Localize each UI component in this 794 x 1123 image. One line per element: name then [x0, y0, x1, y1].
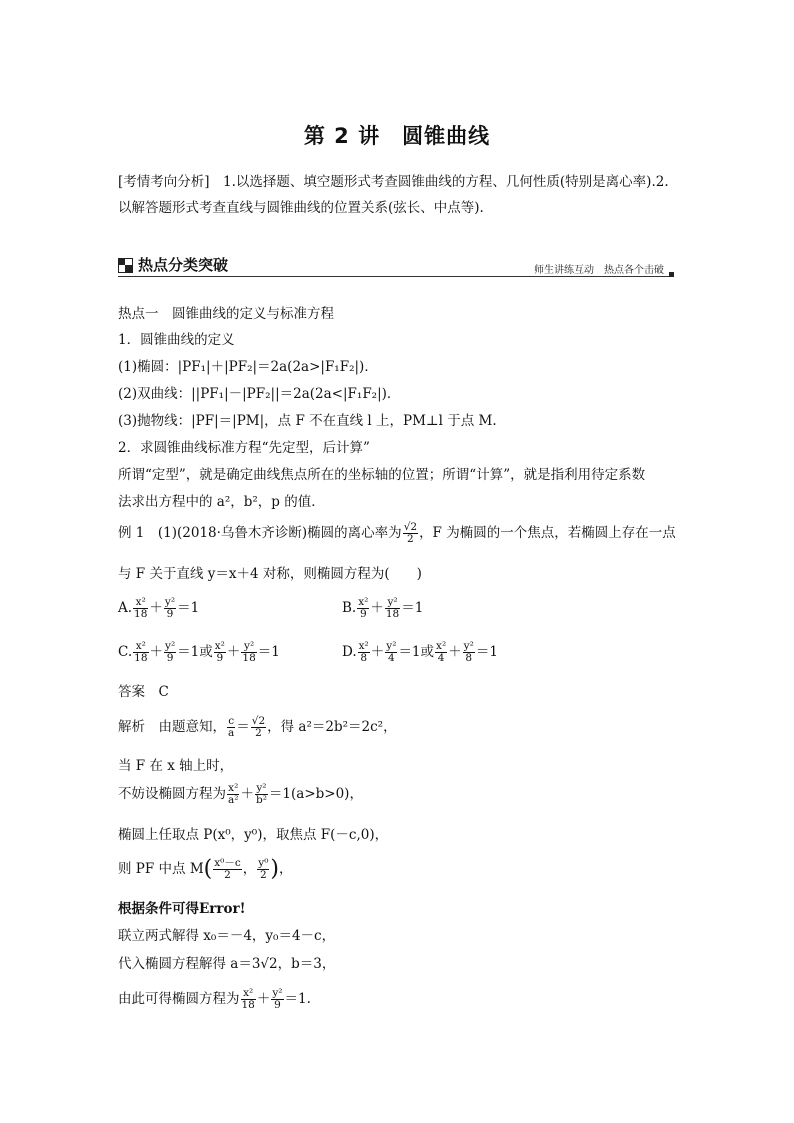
option-d: D. $\frac{\text{x²}}{8}$ ＋ $\frac{\text{y²}}{4}$ ＝1或 $\frac{\text{x²}}{4}$ ＋ $\frac{\text{y²}}{8}$ ＝1: [342, 640, 498, 664]
solution-line-6: 根据条件可得Error!: [118, 901, 246, 917]
solution-line-8: 代入椭圆方程解得 a＝3√2，b＝3，: [118, 956, 336, 972]
solution-line-3: 不妨设椭圆方程为 $\frac{\text{x²}}{\text{a²}}$ ＋ $\frac{\text{y²}}{\text{b²}}$ ＝1(a>b>0)，: [118, 782, 363, 806]
hot1-heading: 热点一 圆锥曲线的定义与标准方程: [118, 306, 334, 322]
solution-line-4: 椭圆上任取点 P(x⁰，y⁰)，取焦点 F(－c,0)，: [118, 827, 389, 843]
solution-line-7: 联立两式解得 x₀＝－4，y₀＝4－c，: [118, 928, 336, 944]
intro-line-2: 以解答题形式考查直线与圆锥曲线的位置关系(弦长、中点等).: [118, 200, 484, 216]
eccentricity-fraction: $\frac{√2}{2}$: [403, 521, 418, 545]
def-hyperbola: (2)双曲线：||PF₁|－|PF₂||＝2a(2a<|F₁F₂|)．: [118, 386, 401, 402]
example-line-1: [118, 522, 676, 545]
def-parabola: (3)抛物线：|PF|＝|PM|，点 F 不在直线 l 上，PM⊥l 于点 M.: [118, 413, 497, 429]
example-lead: 例 1 (1)(2018·乌鲁木齐诊断)椭圆的离心率为: [118, 525, 402, 541]
example-rest: ，F 为椭圆的一个焦点，若椭圆上存在一点: [419, 525, 676, 541]
option-c: C. $\frac{\text{x²}}{18}$ ＋ $\frac{\text{y²}}{9}$ ＝1或 $\frac{\text{x²}}{9}$ ＋ $\frac{\text{y²}}{18}$ ＝1: [118, 640, 280, 664]
solution-line-5: 则 PF 中点 M( $\frac{\text{x⁰－c}}{2}$ ， $\frac{\text{y⁰}}{2}$ )，: [118, 856, 293, 882]
answer: 答案 C: [118, 684, 169, 700]
banner-label: 热点分类突破: [138, 256, 229, 274]
page-title: 第 2 讲 圆锥曲线: [303, 124, 491, 148]
hot1-p2: 法求出方程中的 a²，b²，p 的值．: [118, 494, 325, 510]
banner-rule: [118, 276, 670, 277]
option-a: A. $\frac{\text{x²}}{18}$ ＋ $\frac{\text{y²}}{9}$ ＝1: [118, 596, 200, 620]
hot1-sub2: 2．求圆锥曲线标准方程“先定型，后计算”: [118, 440, 370, 456]
example-line-2: 与 F 关于直线 y＝x＋4 对称，则椭圆方程为( ): [118, 566, 422, 582]
checker-icon: [118, 258, 132, 272]
solution-line-9: 由此可得椭圆方程为 $\frac{\text{x²}}{18}$ ＋ $\frac{\text{y²}}{9}$ ＝1.: [118, 987, 311, 1011]
option-b: B. $\frac{\text{x²}}{9}$ ＋ $\frac{\text{y²}}{18}$ ＝1: [342, 596, 424, 620]
hot1-p1: 所谓“定型”，就是确定曲线焦点所在的坐标轴的位置；所谓“计算”，就是指利用待定系数: [118, 467, 646, 483]
banner-right-text: 师生讲练互动 热点各个击破: [534, 265, 664, 276]
solution-line-1: 解析 由题意知， $\frac{c}{a}$ ＝ $\frac{√2}{2}$ ，得 a²＝2b²＝2c²，: [118, 715, 397, 739]
banner-end-mark: [669, 272, 674, 277]
solution-line-2: 当 F 在 x 轴上时，: [118, 758, 234, 774]
def-ellipse: (1)椭圆：|PF₁|＋|PF₂|＝2a(2a>|F₁F₂|)．: [118, 359, 378, 375]
hot1-sub1: 1．圆锥曲线的定义: [118, 332, 235, 348]
section-banner: [118, 254, 676, 278]
intro-line-1: [考情考向分析] 1.以选择题、填空题形式考查圆锥曲线的方程、几何性质(特别是离心率).2.: [118, 174, 669, 190]
